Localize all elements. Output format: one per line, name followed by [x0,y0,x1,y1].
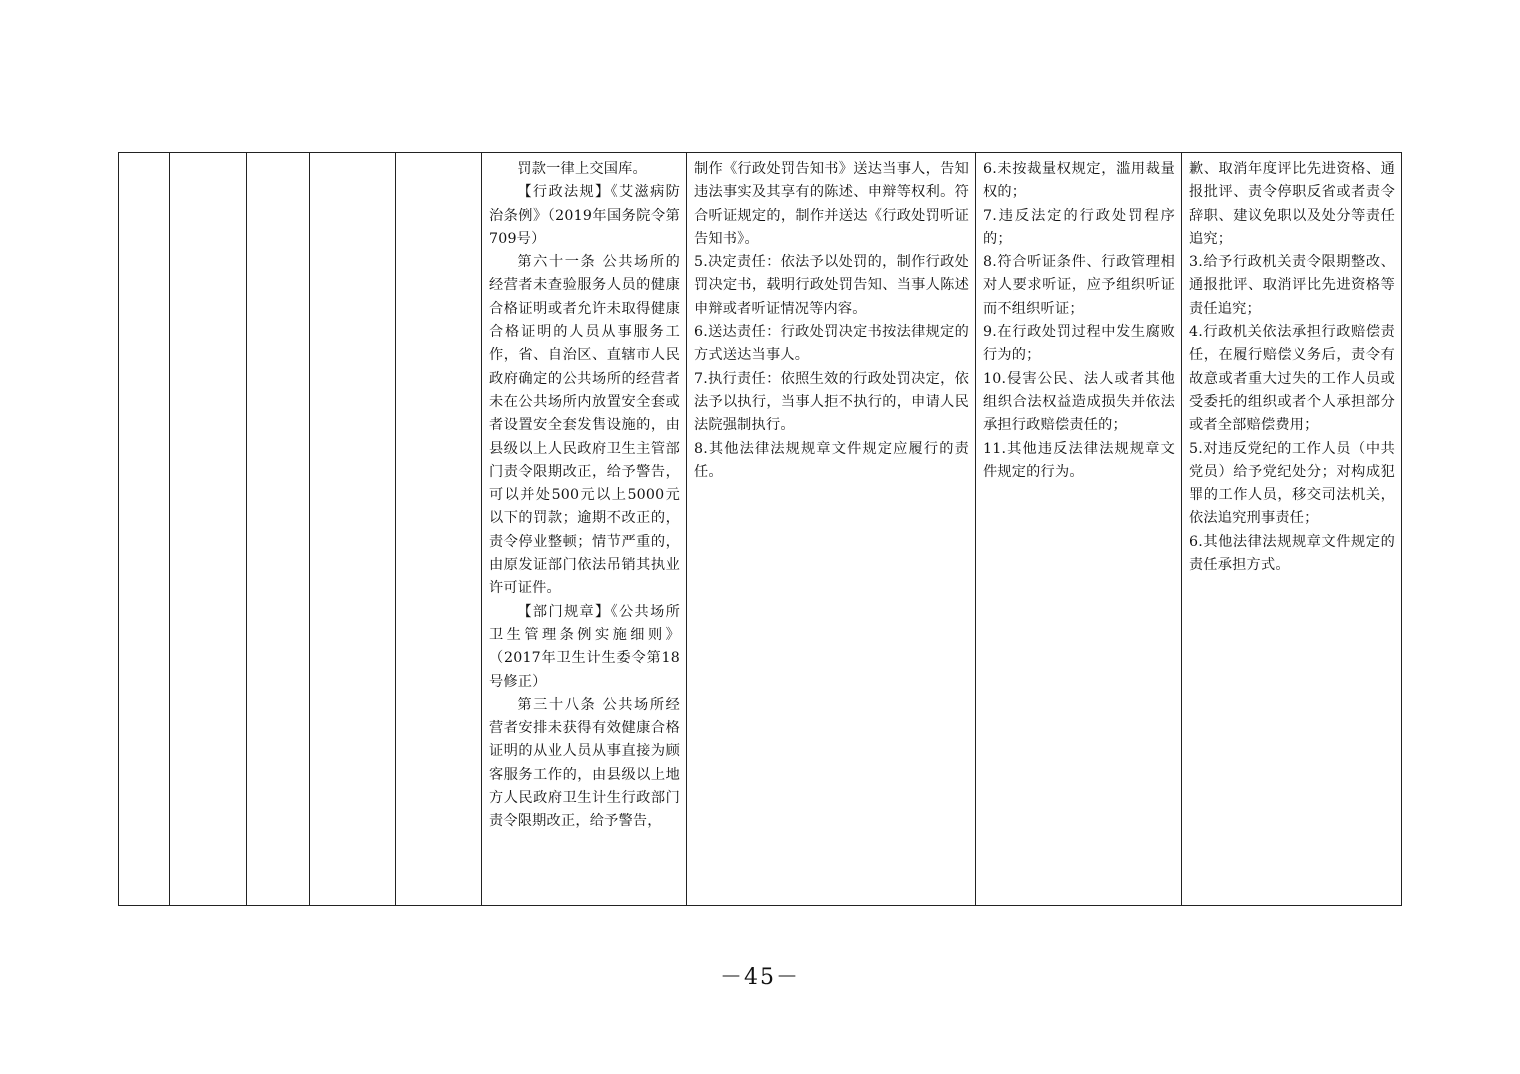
accountability-cases-text [976,153,1181,484]
responsibilities-cell [687,153,976,906]
legal-basis-paragraph: 【部门规章】《公共场所卫生管理条例实施细则》（2017年卫生计生委令第18号修正） [489,603,680,690]
responsibility-item: 制作《行政处罚告知书》送达当事人，告知违法事实及其享有的陈述、申辩等权利。符合听证规定的，制作并送达《行政处罚听证告知书》。 [694,161,969,247]
legal-basis-paragraph: 第三十八条 公共场所经营者安排未获得有效健康合格证明的从业人员从事直接为顾客服务工作的，由县级以上地方人民政府卫生计生行政部门责令限期改正，给予警告， [489,696,680,830]
empty-cell-3 [247,153,310,906]
empty-cell-2 [170,153,247,906]
legal-basis-paragraph: 罚款一律上交国库。 [517,161,647,177]
accountability-method-item: 6.其他法律法规规章文件规定的责任承担方式。 [1189,533,1395,574]
responsibility-item: 7.执行责任：依照生效的行政处罚决定，依法予以执行，当事人拒不执行的，申请人民法院强制执行。 [694,370,969,434]
accountability-methods-text [1182,153,1401,577]
accountability-case-item: 11.其他违反法律法规规章文件规定的行为。 [983,440,1175,480]
accountability-method-item: 5.对违反党纪的工作人员（中共党员）给予党纪处分；对构成犯罪的工作人员，移交司法机关，依法追究刑事责任； [1189,440,1395,527]
accountability-method-item: 3.给予行政机关责令限期整改、通报批评、取消评比先进资格等责任追究； [1189,254,1395,317]
empty-cell-5 [396,153,482,906]
accountability-case-item: 8.符合听证条件、行政管理相对人要求听证，应予组织听证而不组织听证； [983,254,1175,317]
legal-basis-paragraph: 第六十一条 公共场所的经营者未查验服务人员的健康合格证明或者允许未取得健康合格证明的人员从事服务工作，省、自治区、直辖市人民政府确定的公共场所的经营者未在公共场所内放置安全套或者设置安全套发售设施的，由县级以上人民政府卫生主管部门责令限期改正，给予警告，可以并处500元以上5000元以下的罚款；逾期不改正的，责令停业整顿；情节严重的，由原发证部门依法吊销其执业许可证件。 [489,254,680,597]
page-number: －45－ [720,965,800,990]
table-row [119,153,1402,906]
accountability-methods-cell [1182,153,1402,906]
legal-basis-text [482,153,686,834]
document-table [118,152,1402,906]
accountability-case-item: 10.侵害公民、法人或者其他组织合法权益造成损失并依法承担行政赔偿责任的； [983,370,1175,434]
accountability-method-item: 歉、取消年度评比先进资格、通报批评、责令停职反省或者责令辞职、建议免职以及处分等责任追究； [1189,161,1395,247]
accountability-case-item: 9.在行政处罚过程中发生腐败行为的； [983,324,1175,364]
accountability-case-item: 7.违反法定的行政处罚程序的； [983,207,1175,247]
responsibility-item: 6.送达责任：行政处罚决定书按法律规定的方式送达当事人。 [694,324,969,364]
empty-cell-1 [119,153,170,906]
responsibility-item: 5.决定责任：依法予以处罚的，制作行政处罚决定书，载明行政处罚告知、当事人陈述申辩或者听证情况等内容。 [694,254,969,317]
responsibility-item: 8.其他法律法规规章文件规定应履行的责任。 [694,440,969,480]
responsibilities-text [687,153,975,484]
legal-basis-cell [482,153,687,906]
accountability-case-item: 6.未按裁量权规定，滥用裁量权的； [983,161,1175,201]
accountability-method-item: 4.行政机关依法承担行政赔偿责任，在履行赔偿义务后，责令有故意或者重大过失的工作人员或受委托的组织或者个人承担部分或者全部赔偿费用； [1189,324,1395,434]
legal-basis-paragraph: 【行政法规】《艾滋病防治条例》（2019年国务院令第709号） [489,184,680,247]
accountability-cases-cell [976,153,1182,906]
empty-cell-4 [310,153,396,906]
